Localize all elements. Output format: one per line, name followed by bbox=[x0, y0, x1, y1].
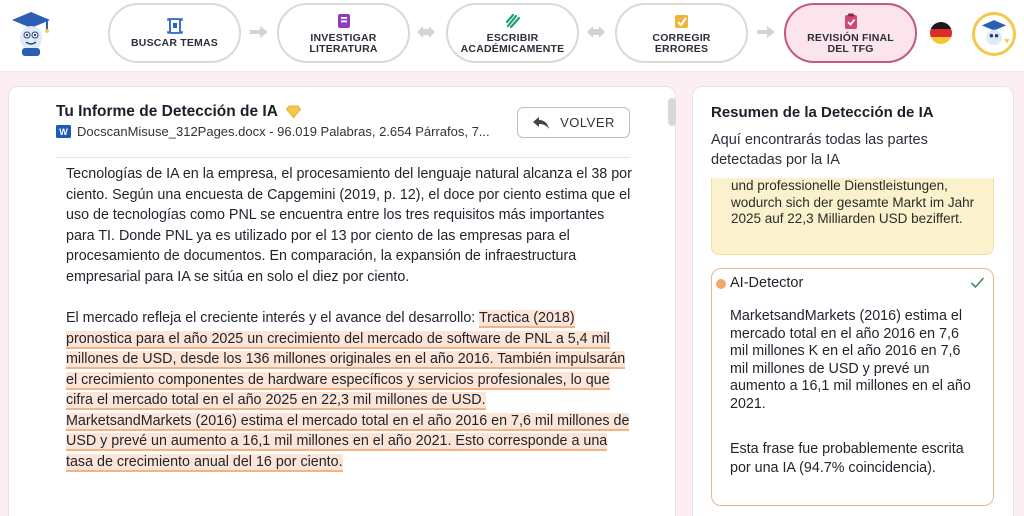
report-title-text: Tu Informe de Detección de IA bbox=[56, 103, 278, 120]
detection-probability-note: Esta frase fue probablemente escrita por una IA (94.7% coincidencia). bbox=[730, 441, 964, 476]
file-info bbox=[56, 124, 516, 139]
step-label: INVESTIGAR bbox=[310, 31, 377, 44]
step-label: ACADÉMICAMENTE bbox=[460, 42, 565, 55]
paragraph: Tecnologías de IA en la empresa, el procesamiento del lenguaje natural alcanza el 38 por ciento. Según una encuesta de Capgemini (2019, p. 12), el doce por ciento estima que el uso de tecnologías como PNL se encuentra entre los tres requisitos más importantes para TI. Donde PNL ya es utilizado por el 13 por ciento de las empresas para el procesamiento de documentos. En comparación, la expansión de infraestructura empresarial para IA se sitúa en solo el diez por ciento. bbox=[66, 166, 632, 285]
step-buscar-temas[interactable] bbox=[108, 3, 241, 63]
arrow-right-icon bbox=[248, 24, 270, 40]
user-avatar-premium-icon[interactable] bbox=[972, 12, 1016, 56]
pen-icon bbox=[504, 12, 522, 30]
paragraph-text: El mercado refleja el creciente interés y el avance del desarrollo: bbox=[66, 310, 479, 326]
diamond-icon bbox=[286, 105, 301, 118]
ai-highlighted-sentence[interactable]: MarketsandMarkets (2016) estima el mercado total en el año 2016 en 7,6 mil millones de USD y prevé un aumento a 16,1 mil millones en el año 2021. Esto corresponde a una tasa de crecimiento anual del 16 por ciento. bbox=[66, 412, 630, 470]
paragraph bbox=[66, 308, 636, 472]
header-divider bbox=[56, 157, 630, 158]
report-title bbox=[56, 103, 301, 121]
report-scrollbar[interactable] bbox=[668, 98, 676, 126]
back-arrow-icon bbox=[532, 116, 550, 130]
step-label: DEL TFG bbox=[827, 42, 874, 55]
double-arrow-icon bbox=[415, 24, 437, 40]
status-dot-icon bbox=[716, 279, 726, 289]
step-label: ERRORES bbox=[654, 42, 709, 55]
clipboard-check-icon bbox=[842, 12, 860, 30]
search-document-icon bbox=[166, 17, 184, 35]
card-text: und professionelle Dienstleistungen, wodurch sich der gesamte Markt im Jahr 2025 auf 22,3 Milliarden USD beziffert. bbox=[731, 178, 975, 226]
graduate-mascot-logo-icon[interactable] bbox=[10, 8, 52, 58]
book-icon bbox=[335, 12, 353, 30]
previous-detection-card[interactable] bbox=[711, 178, 994, 255]
word-document-icon bbox=[56, 125, 71, 138]
step-label: REVISIÓN FINAL bbox=[807, 31, 894, 44]
top-navigation-bar bbox=[0, 0, 1024, 72]
step-investigar-literatura[interactable] bbox=[277, 3, 410, 63]
german-flag-icon[interactable] bbox=[930, 22, 952, 44]
step-label: LITERATURA bbox=[309, 42, 378, 55]
edit-check-icon bbox=[673, 12, 691, 30]
ai-highlighted-sentence[interactable]: Tractica (2018) pronostica para el año 2025 un crecimiento del mercado de software de PNL a 5,4 mil millones de USD, desde los 136 millones originales en el año 2016. También impulsarán el crecimiento componentes de hardware específicos y servicios profesionales, lo que cifra el mercado total en el año 2025 en 22,3 mil millones de USD. bbox=[66, 310, 626, 408]
double-arrow-icon bbox=[585, 24, 607, 40]
summary-subtitle: Aquí encontrarás todas las partes detectadas por la IA bbox=[711, 132, 928, 168]
arrow-right-icon bbox=[755, 24, 777, 40]
summary-title: Resumen de la Detección de IA bbox=[711, 104, 934, 121]
step-label: BUSCAR TEMAS bbox=[131, 37, 218, 49]
step-escribir-academicamente[interactable] bbox=[446, 3, 579, 63]
back-button-label: VOLVER bbox=[560, 115, 615, 130]
svg-text:W: W bbox=[59, 127, 68, 137]
detected-sentence: MarketsandMarkets (2016) estima el mercado total en el año 2016 en 7,6 mil millones K en el año 2016 en 7,6 mil millones de USD y prevé un aumento a 16,1 mil millones en el año 2021. bbox=[730, 308, 971, 412]
back-button[interactable] bbox=[517, 107, 630, 138]
step-label: ESCRIBIR bbox=[486, 31, 539, 44]
step-corregir-errores[interactable] bbox=[615, 3, 748, 63]
step-revision-final-tfg[interactable] bbox=[784, 3, 917, 63]
step-label: CORREGIR bbox=[652, 31, 711, 44]
checkmark-icon[interactable] bbox=[970, 276, 985, 289]
document-text bbox=[66, 164, 636, 472]
file-info-text: DocscanMisuse_312Pages.docx - 96.019 Palabras, 2.654 Párrafos, 7... bbox=[77, 124, 490, 139]
detector-label: AI-Detector bbox=[730, 275, 804, 291]
